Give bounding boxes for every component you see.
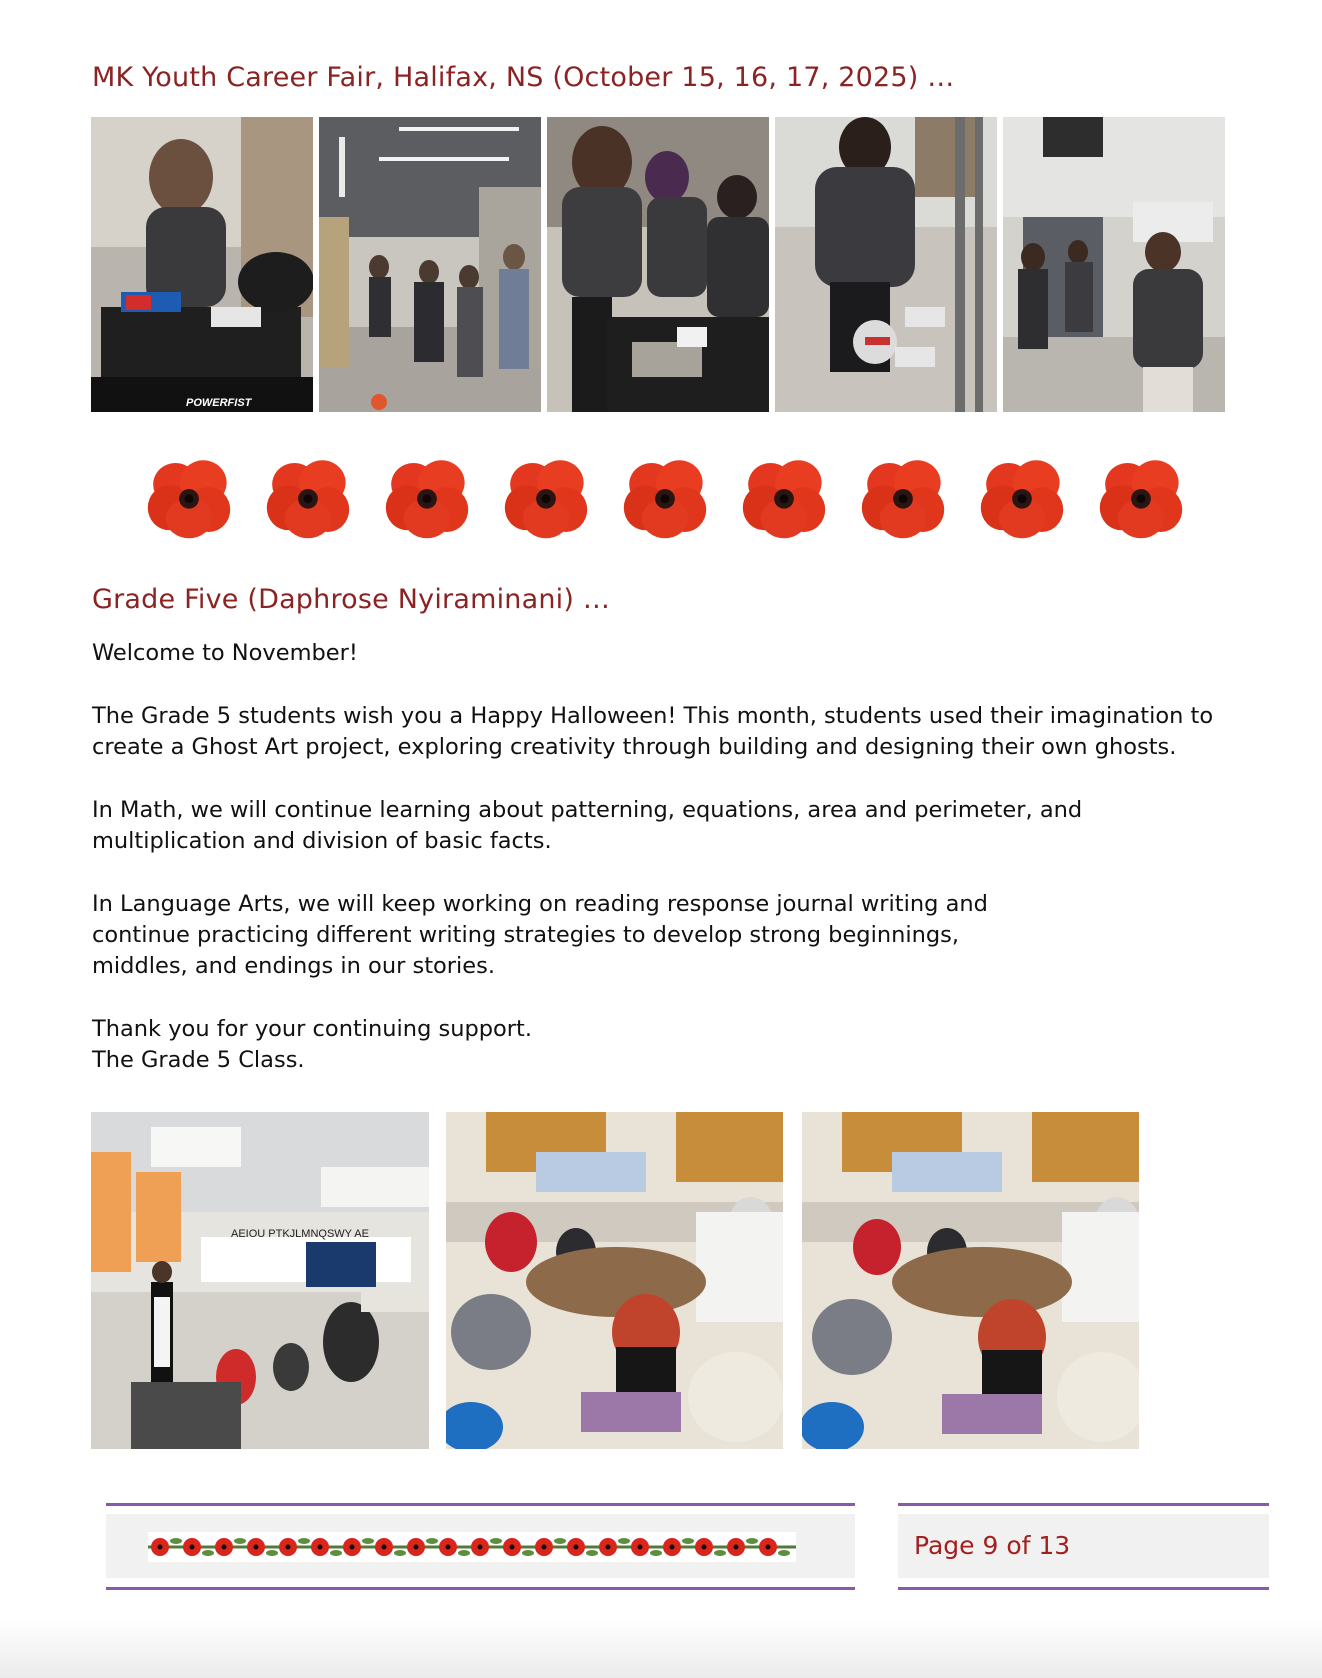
language-arts-line-1: In Language Arts, we will keep working on reading response journal writing and [92, 891, 988, 917]
thanks-line: Thank you for your continuing support. [92, 1016, 533, 1042]
signature-line: The Grade 5 Class. [92, 1047, 305, 1073]
career-fair-photo-1 [91, 117, 313, 412]
career-fair-photo-5 [1003, 117, 1225, 412]
grade-five-heading: Grade Five (Daphrose Nyiraminani) … [92, 584, 611, 615]
halloween-paragraph: The Grade 5 students wish you a Happy Halloween! This month, students used their imagination to create a Ghost Art project, exploring creativity through building and designing their own ghosts. [92, 703, 1214, 760]
page-bottom-shadow [0, 1618, 1322, 1678]
career-fair-photo-4 [775, 117, 997, 412]
footer-page-panel [898, 1503, 1269, 1590]
powerfist-label: POWERFIST [186, 397, 252, 409]
classroom-board-text: AEIOU PTKJLMNQSWY AE [231, 1228, 369, 1240]
poppy-icon [606, 452, 725, 542]
poppy-icon [130, 452, 249, 542]
poppy-icon [487, 452, 606, 542]
poppy-icon [962, 452, 1081, 542]
page-number: Page 9 of 13 [914, 1531, 1071, 1560]
welcome-paragraph: Welcome to November! [92, 640, 358, 666]
poppy-icon [1081, 452, 1200, 542]
language-arts-line-3: middles, and endings in our stories. [92, 953, 496, 979]
poppy-garland-icon [148, 1532, 796, 1562]
footer-decoration-panel [106, 1503, 855, 1590]
career-fair-photo-3 [547, 117, 769, 412]
classroom-photo-1 [91, 1112, 429, 1449]
math-paragraph: In Math, we will continue learning about patterning, equations, area and perimeter, and multiplication and division of basic facts. [92, 797, 1083, 854]
poppy-icon [368, 452, 487, 542]
poppy-row [130, 452, 1200, 542]
career-fair-photo-2 [319, 117, 541, 412]
language-arts-line-2: continue practicing different writing strategies to develop strong beginnings, [92, 922, 960, 948]
poppy-icon [724, 452, 843, 542]
poppy-icon [843, 452, 962, 542]
career-fair-heading: MK Youth Career Fair, Halifax, NS (October 15, 16, 17, 2025) … [92, 62, 955, 93]
poppy-icon [249, 452, 368, 542]
classroom-photo-3 [802, 1112, 1139, 1449]
classroom-photo-2 [446, 1112, 783, 1449]
